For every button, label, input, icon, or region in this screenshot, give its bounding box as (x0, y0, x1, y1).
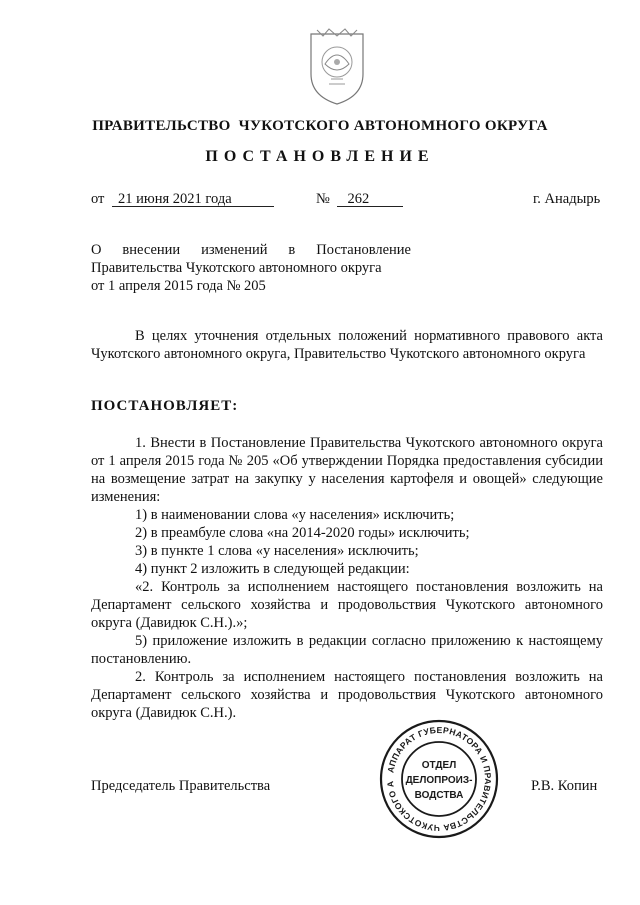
document-type-title: ПОСТАНОВЛЕНИЕ (205, 148, 435, 165)
document-number: 262 (337, 192, 403, 207)
office-stamp (378, 718, 500, 840)
preamble (91, 327, 603, 363)
signatory-position: Председатель Правительства (91, 778, 271, 794)
stamp-line-2: ДЕЛОПРОИЗ- (405, 775, 473, 786)
subject-line-3: от 1 апреля 2015 года № 205 (91, 278, 266, 294)
subitem-4: 4) пункт 2 изложить в следующей редакции: (135, 561, 410, 577)
item-2: 2. Контроль за исполнением настоящего постановления возложить на Департамент сельского хозяйства и продовольствия Чукотского автономного округа (Давидюк С.Н.). (91, 669, 603, 721)
subject-line-1: О внесении изменений в Постановление (91, 242, 411, 258)
document-city: г. Анадырь (533, 191, 601, 207)
subitem-2: 2) в преамбуле слова «на 2014-2020 годы» исключить; (135, 525, 470, 541)
subitem-3: 3) в пункте 1 слова «у населения» исключить; (135, 543, 419, 559)
number-field (316, 191, 403, 208)
stamp-line-1: ОТДЕЛ (421, 760, 457, 771)
stamp-ring-text: АППАРАТ ГУБЕРНАТОРА И ПРАВИТЕЛЬСТВА ЧУКОТСКОГО А (384, 724, 494, 834)
document-subject (91, 241, 411, 295)
number-label: № (316, 191, 330, 207)
signatory-name: Р.В. Копин (531, 778, 598, 794)
document-date: 21 июня 2021 года (112, 192, 274, 207)
preamble-text: В целях уточнения отдельных положений нормативного правового акта Чукотского автономного округа, Правительство Чукотского автономного округа (91, 328, 603, 362)
coat-of-arms-emblem (305, 24, 369, 106)
from-label: от (91, 191, 105, 207)
subitem-1: 1) в наименовании слова «у населения» исключить; (135, 507, 455, 523)
government-title: ПРАВИТЕЛЬСТВО ЧУКОТСКОГО АВТОНОМНОГО ОКРУГА (92, 118, 548, 134)
subject-line-2: Правительства Чукотского автономного округа (91, 260, 382, 276)
stamp-line-3: ВОДСТВА (414, 790, 464, 801)
subitem-5: 5) приложение изложить в редакции согласно приложению к настоящему постановлению. (91, 633, 603, 667)
resolves-heading: ПОСТАНОВЛЯЕТ: (91, 398, 239, 414)
resolution-body (91, 434, 603, 722)
date-field (91, 191, 274, 208)
item-1: 1. Внести в Постановление Правительства Чукотского автономного округа от 1 апреля 2015 года № 205 «Об утверждении Порядка предоставления субсидии на возмещение затрат на закупку у населения картофеля и овощей» следующие изменения: (91, 435, 603, 505)
subitem-4-quote: «2. Контроль за исполнением настоящего постановления возложить на Департамент сельского хозяйства и продовольствия Чукотского автономного округа (Давидюк С.Н.).»; (91, 579, 603, 631)
